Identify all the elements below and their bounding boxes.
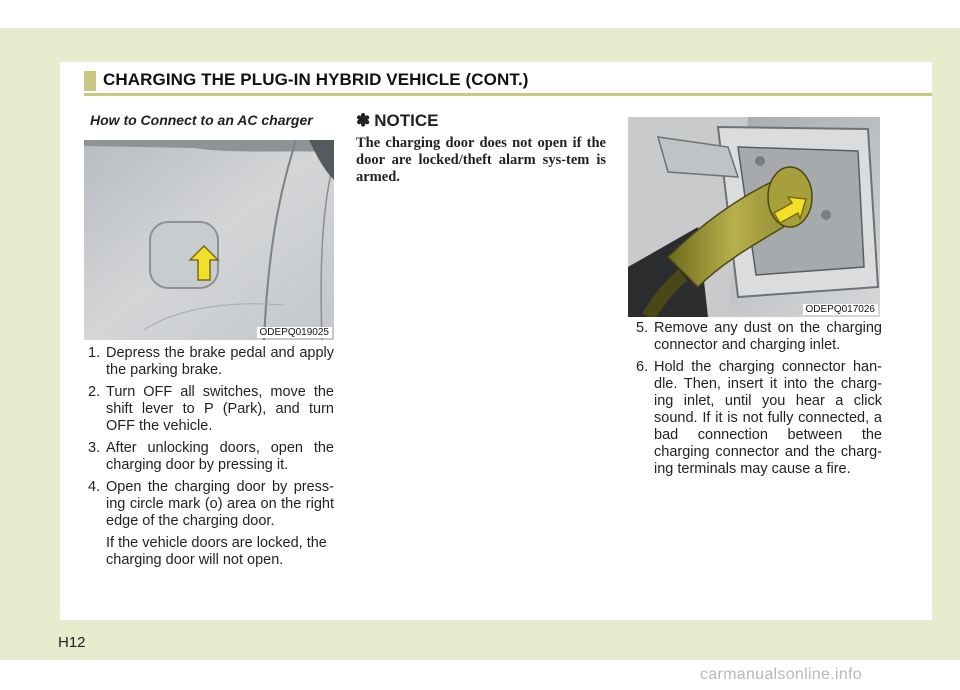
list-item <box>88 440 334 474</box>
list-item <box>636 359 882 478</box>
page-frame-left <box>0 28 60 660</box>
step-number: 6. <box>636 359 649 375</box>
step-text: Remove any dust on the charging connector and charging inlet. <box>654 320 882 353</box>
image-code: ODEPQ017026 <box>803 304 879 315</box>
step-text: Depress the brake pedal and apply the parking brake. <box>106 345 334 378</box>
instruction-list <box>88 345 334 569</box>
step-number: 2. <box>88 384 101 400</box>
step-number: 3. <box>88 440 101 456</box>
list-item <box>88 479 334 530</box>
subsection-heading: How to Connect to an AC charger <box>90 112 313 128</box>
list-item <box>636 320 882 354</box>
notice-title: NOTICE <box>374 111 439 130</box>
instruction-list <box>636 320 882 483</box>
step-note: If the vehicle doors are locked, the charging door will not open. <box>106 535 327 568</box>
step-text: After unlocking doors, open the charging door by pressing it. <box>106 440 334 473</box>
charging-connector-illustration <box>628 117 880 317</box>
list-item <box>88 384 334 435</box>
step-text: Open the charging door by press-ing circle mark (o) area on the right edge of the charging door. <box>106 479 334 529</box>
section-rule <box>84 93 932 96</box>
page-number: H12 <box>58 634 86 651</box>
charging-door-illustration <box>84 140 334 340</box>
page-frame-top <box>0 28 960 62</box>
watermark: carmanualsonline.info <box>700 666 862 683</box>
section-accent-bar <box>84 71 96 91</box>
step-number: 1. <box>88 345 101 361</box>
notice-body: The charging door does not open if the door are locked/theft alarm sys-tem is armed. <box>356 135 606 185</box>
page-frame-bottom <box>0 620 960 660</box>
page-frame-right <box>932 28 960 660</box>
image-code: ODEPQ019025 <box>257 327 333 338</box>
step-number: 4. <box>88 479 101 495</box>
section-title: CHARGING THE PLUG-IN HYBRID VEHICLE (CONT.) <box>103 70 529 89</box>
notice-icon: ✽ <box>356 111 371 130</box>
step-number: 5. <box>636 320 649 336</box>
step-text: Turn OFF all switches, move the shift lever to P (Park), and turn OFF the vehicle. <box>106 384 334 434</box>
list-item <box>88 345 334 379</box>
notice-heading <box>356 111 438 131</box>
step-text: Hold the charging connector han-dle. Then, insert it into the charg-ing inlet, until you hear a click sound. If it is not fully connected, a bad connection between the charging connector and the charg-ing terminals may cause a fire. <box>654 359 882 477</box>
